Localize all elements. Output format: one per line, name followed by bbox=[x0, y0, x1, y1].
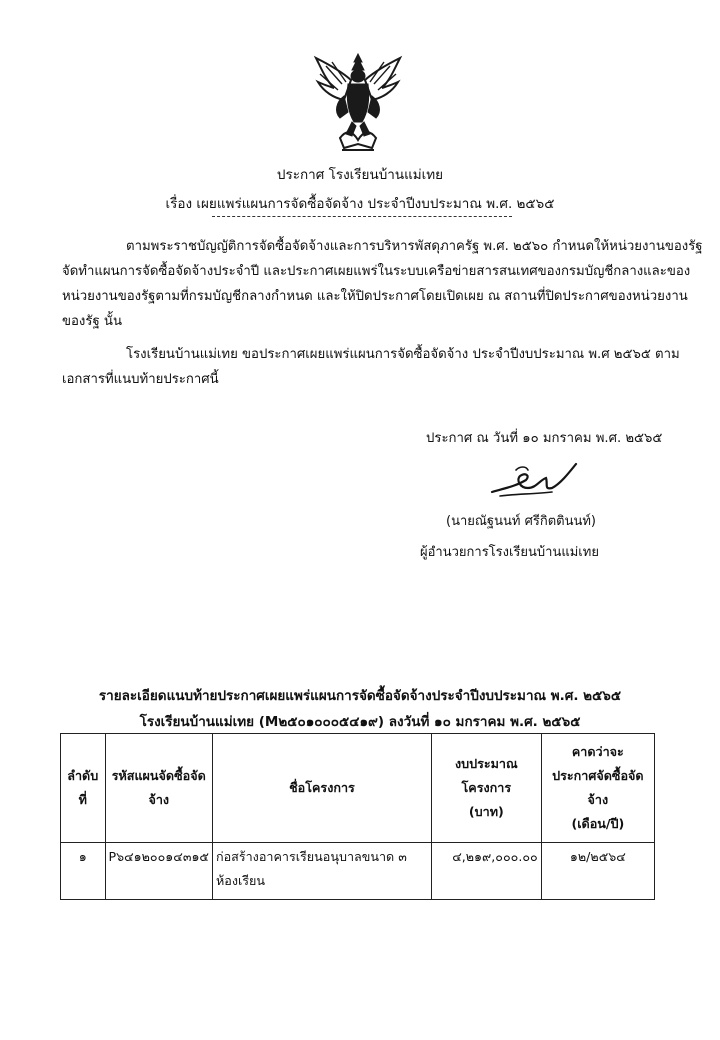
attachment-subtitle: โรงเรียนบ้านแม่เทย (M๒๕๐๑๐๐๐๕๔๑๙) ลงวันที่ ๑๐ มกราคม พ.ศ. ๒๕๖๕ bbox=[139, 714, 581, 730]
table-row bbox=[61, 843, 655, 900]
signer-name: (นายณัฐนนท์ ศรีกิตตินนท์) bbox=[446, 514, 596, 529]
title-divider bbox=[212, 216, 512, 217]
table-header-row bbox=[61, 734, 655, 843]
header-text: ชื่อโครงการ bbox=[289, 780, 355, 795]
paragraph-line: โรงเรียนบ้านแม่เทย ขอประกาศเผยแพร่แผนการจัดซื้อจัดจ้าง ประจำปีงบประมาณ พ.ศ ๒๕๖๕ ตาม bbox=[126, 347, 680, 362]
header-text: คาดว่าจะ bbox=[571, 744, 624, 759]
cell-expected-month: ๑๒/๒๕๖๔ bbox=[541, 843, 654, 900]
cell-text: ห้องเรียน bbox=[215, 873, 266, 888]
header-text: ลำดับ bbox=[67, 768, 99, 783]
header-text: งบประมาณ bbox=[454, 756, 518, 771]
cell-plan-code: P๖๔๑๒๐๐๑๔๓๑๕ bbox=[105, 843, 212, 900]
paragraph-line: หน่วยงานของรัฐตามที่กรมบัญชีกลางกำหนด และให้ปิดประกาศโดยเปิดเผย ณ สถานที่ปิดประกาศของหน่วยงาน bbox=[62, 289, 688, 304]
header-text: จ้าง bbox=[148, 792, 170, 807]
announcement-title: ประกาศ โรงเรียนบ้านแม่เทย bbox=[276, 167, 444, 183]
paragraph-line: ของรัฐ นั้น bbox=[62, 314, 122, 329]
garuda-emblem-icon bbox=[312, 50, 404, 158]
header-plan-code bbox=[105, 734, 212, 843]
header-expected-month bbox=[541, 734, 654, 843]
header-budget bbox=[431, 734, 541, 843]
paragraph-line: จัดทำแผนการจัดซื้อจัดจ้างประจำปี และประกาศเผยแพร่ในระบบเครือข่ายสารสนเทศของกรมบัญชีกลางและของ bbox=[62, 264, 691, 279]
body-paragraph-2 bbox=[62, 342, 680, 392]
header-text: ประกาศจัดซื้อจัด bbox=[552, 768, 644, 783]
cell-no: ๑ bbox=[61, 843, 106, 900]
signer-position: ผู้อำนวยการโรงเรียนบ้านแม่เทย bbox=[420, 545, 599, 560]
cell-text: ก่อสร้างอาคารเรียนอนุบาลขนาด ๓ bbox=[215, 849, 407, 864]
header-text: จ้าง bbox=[587, 792, 609, 807]
header-text: (เดือน/ปี) bbox=[571, 816, 625, 831]
header-no bbox=[61, 734, 106, 843]
procurement-plan-table bbox=[60, 733, 655, 900]
paragraph-line: ตามพระราชบัญญัติการจัดซื้อจัดจ้างและการบริหารพัสดุภาครัฐ พ.ศ. ๒๕๖๐ กำหนดให้หน่วยงานของรัฐ bbox=[126, 239, 703, 254]
header-project-name bbox=[212, 734, 431, 843]
header-text: โครงการ bbox=[461, 780, 512, 795]
announcement-date: ประกาศ ณ วันที่ ๑๐ มกราคม พ.ศ. ๒๕๖๕ bbox=[426, 431, 663, 446]
header-text: ที่ bbox=[78, 792, 87, 807]
header-text: (บาท) bbox=[468, 804, 504, 819]
announcement-subject: เรื่อง เผยแพร่แผนการจัดซื้อจัดจ้าง ประจำปีงบประมาณ พ.ศ. ๒๕๖๕ bbox=[165, 196, 555, 212]
paragraph-line: เอกสารที่แนบท้ายประกาศนี้ bbox=[62, 372, 219, 387]
cell-budget: ๔,๒๑๙,๐๐๐.๐๐ bbox=[431, 843, 541, 900]
attachment-title: รายละเอียดแนบท้ายประกาศเผยแพร่แผนการจัดซื้อจัดจ้างประจำปีงบประมาณ พ.ศ. ๒๕๖๕ bbox=[98, 688, 622, 704]
handwritten-signature bbox=[486, 458, 578, 500]
body-paragraph-1 bbox=[62, 234, 703, 334]
cell-project-name bbox=[212, 843, 431, 900]
header-text: รหัสแผนจัดซื้อจัด bbox=[111, 768, 206, 783]
